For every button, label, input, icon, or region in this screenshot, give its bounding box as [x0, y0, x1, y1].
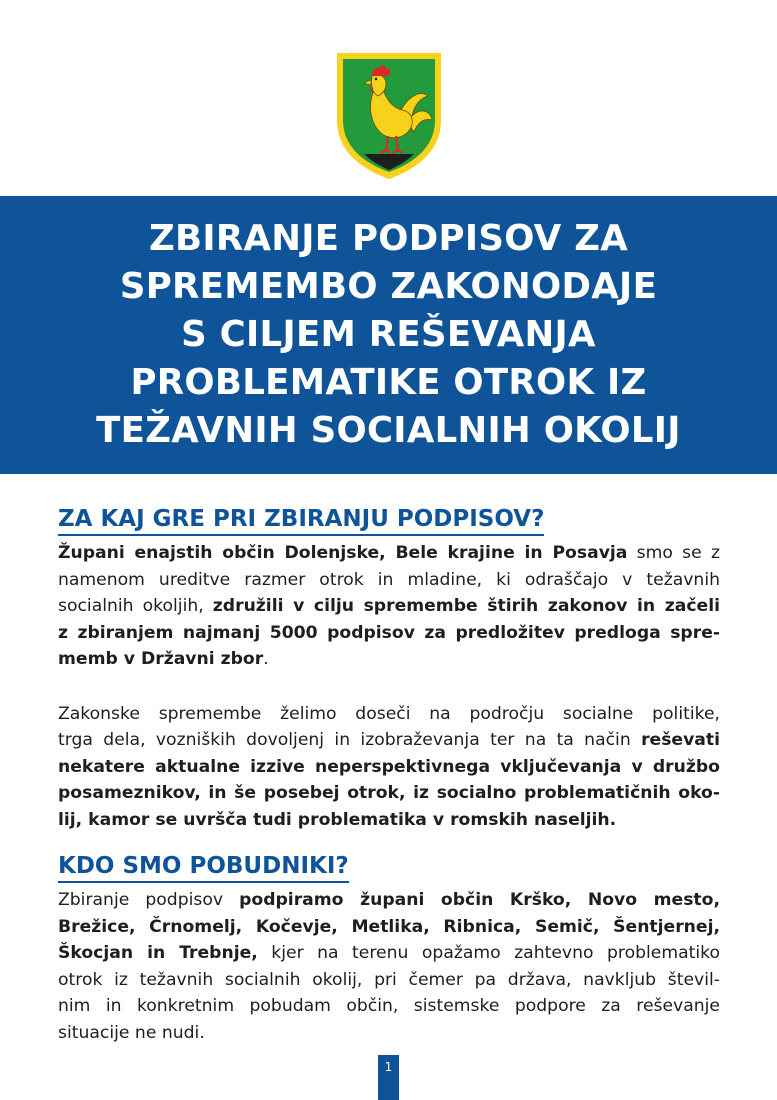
section-heading: ZA KAJ GRE PRI ZBIRANJU PODPISOV?	[58, 505, 544, 536]
title-banner	[0, 196, 777, 474]
title-line: SPREMEMBO ZAKONODAJE	[119, 266, 658, 307]
title-line: ZBIRANJE PODPISOV ZA	[148, 218, 629, 259]
page-number: 1	[378, 1055, 399, 1100]
paragraph: Župani enajstih občin Dolenjske, Bele krajine in Posavja smo se z namenom ureditve razmer otrok in mladine, ki odraščajo v težavnih socialnih okoljih, združili v cilju spremembe štirih zakonov in začeli z zbiranjem najmanj 5000 podpisov za predložitev predloga spre- memb v Državni zbor.	[58, 543, 720, 669]
coat-of-arms-rooster-icon	[334, 50, 444, 182]
paragraph: Zbiranje podpisov podpiramo župani občin Krško, Novo mesto, Brežice, Črnomelj, Kočevje, Metlika, Ribnica, Semič, Šentjernej, Škocjan in Trebnje, kjer na terenu opažamo zahtevno problematiko otrok iz težavnih socialnih okolij, pri čemer pa država, navkljub števil- nim in konkretnim pobudam občin, sistemske podpore za reševanje situacije ne nudi.	[58, 890, 720, 1043]
section-heading: KDO SMO POBUDNIKI?	[58, 852, 349, 883]
section-initiators	[58, 852, 720, 1046]
paragraph: Zakonske spremembe želimo doseči na področju socialne politike, trga dela, vozniških dovoljenj in izobraževanja ter na ta način reševati nekatere aktualne izzive neperspektivnega vključevanja v družbo posameznikov, in še posebej otrok, iz socialno problematičnih oko- lij, kamor se uvršča tudi problematika v romskih naseljih.	[58, 703, 720, 830]
section-about	[58, 505, 720, 833]
title-line: TEŽAVNIH SOCIALNIH OKOLIJ	[96, 410, 681, 451]
title-line: PROBLEMATIKE OTROK IZ	[130, 362, 647, 403]
page-title	[96, 215, 681, 455]
title-line: S CILJEM REŠEVANJA	[181, 314, 596, 355]
